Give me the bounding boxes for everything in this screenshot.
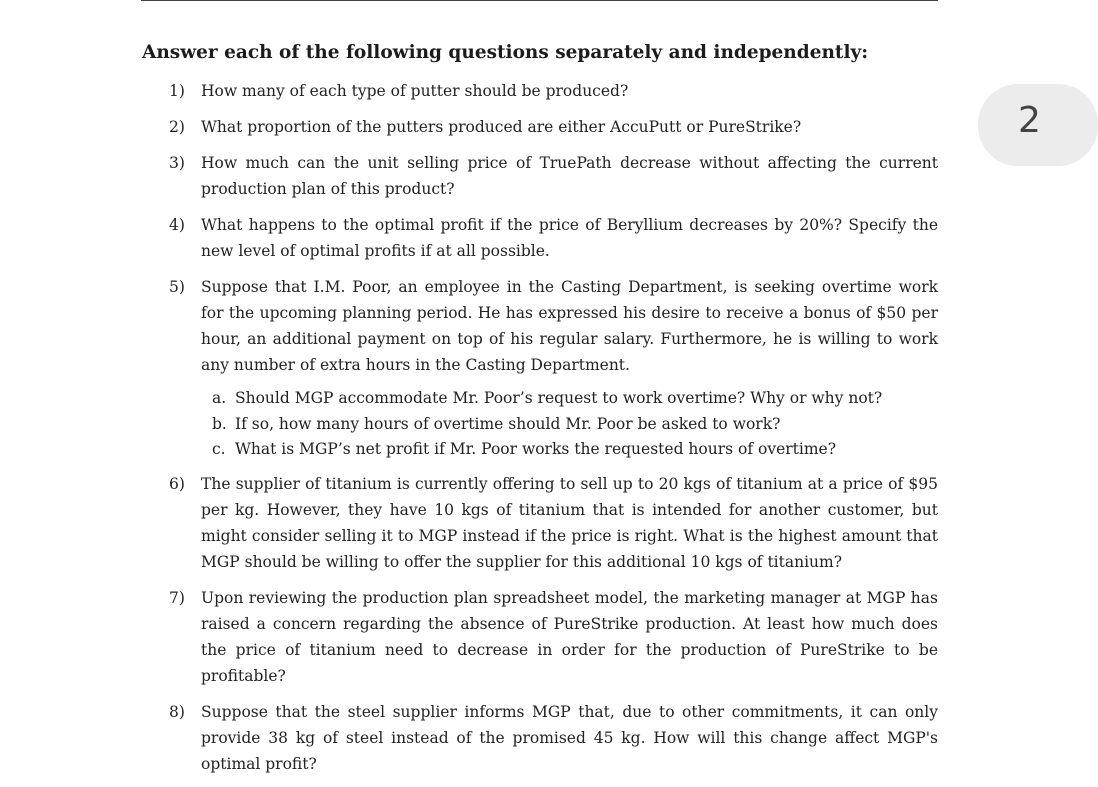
question-number: 2) bbox=[169, 118, 185, 136]
question-2 bbox=[169, 114, 939, 140]
question-6 bbox=[169, 471, 939, 575]
question-number: 8) bbox=[169, 702, 185, 721]
sub-question-c bbox=[212, 437, 939, 463]
question-number: 4) bbox=[169, 216, 185, 234]
sub-question-a bbox=[212, 386, 939, 412]
question-text: Suppose that I.M. Poor, an employee in the Casting Department, is seeking overtime work for the upcoming planning period. He has expressed his desire to receive a bonus of $50 per hour, an additional payment on top of his regular salary. Furthermore, he is willing to work any number of extra hours in the Casting Department. bbox=[201, 278, 938, 374]
question-list bbox=[169, 78, 939, 787]
question-text: What proportion of the putters produced are either AccuPutt or PureStrike? bbox=[201, 118, 802, 136]
question-number: 6) bbox=[169, 474, 185, 493]
question-8 bbox=[169, 699, 939, 777]
sub-question-text: Should MGP accommodate Mr. Poor’s request to work overtime? Why or why not? bbox=[235, 389, 883, 407]
top-divider bbox=[141, 0, 938, 1]
sub-question-letter: c. bbox=[212, 440, 226, 458]
sub-question-b bbox=[212, 412, 939, 438]
question-text: The supplier of titanium is currently offering to sell up to 20 kgs of titanium at a price of $95 per kg. However, they have 10 kgs of titanium that is intended for another customer, but might consider selling it to MGP instead if the price is right. What is the highest amount that MGP should be willing to offer the supplier for this additional 10 kgs of titanium? bbox=[201, 474, 938, 571]
sub-question-letter: a. bbox=[212, 389, 227, 407]
page-number-tab bbox=[978, 84, 1098, 166]
question-text: Upon reviewing the production plan spreadsheet model, the marketing manager at MGP has raised a concern regarding the absence of PureStrike production. At least how much does the price of titanium need to decrease in order for the production of PureStrike to be profitable? bbox=[201, 588, 938, 685]
question-1 bbox=[169, 78, 939, 104]
sub-question-letter: b. bbox=[212, 414, 227, 433]
question-text: What happens to the optimal profit if the price of Beryllium decreases by 20%? Specify the new level of optimal profits if at all possible. bbox=[201, 216, 938, 260]
question-number: 7) bbox=[169, 588, 185, 607]
question-number: 1) bbox=[169, 82, 185, 100]
sub-question-list bbox=[169, 386, 939, 463]
question-text: Suppose that the steel supplier informs MGP that, due to other commitments, it can only provide 38 kg of steel instead of the promised 45 kg. How will this change affect MGP's optimal profit? bbox=[201, 702, 938, 773]
question-text: How many of each type of putter should be produced? bbox=[201, 82, 629, 100]
question-text: How much can the unit selling price of TruePath decrease without affecting the current production plan of this product? bbox=[201, 154, 938, 198]
section-heading: Answer each of the following questions separately and independently: bbox=[142, 42, 869, 63]
question-number: 5) bbox=[169, 278, 185, 296]
question-5 bbox=[169, 274, 939, 378]
page-number: 2 bbox=[1018, 100, 1041, 141]
question-7 bbox=[169, 585, 939, 689]
question-3 bbox=[169, 150, 939, 202]
question-4 bbox=[169, 212, 939, 264]
sub-question-text: What is MGP’s net profit if Mr. Poor works the requested hours of overtime? bbox=[235, 440, 837, 458]
sub-question-text: If so, how many hours of overtime should Mr. Poor be asked to work? bbox=[235, 414, 781, 433]
question-number: 3) bbox=[169, 154, 185, 172]
